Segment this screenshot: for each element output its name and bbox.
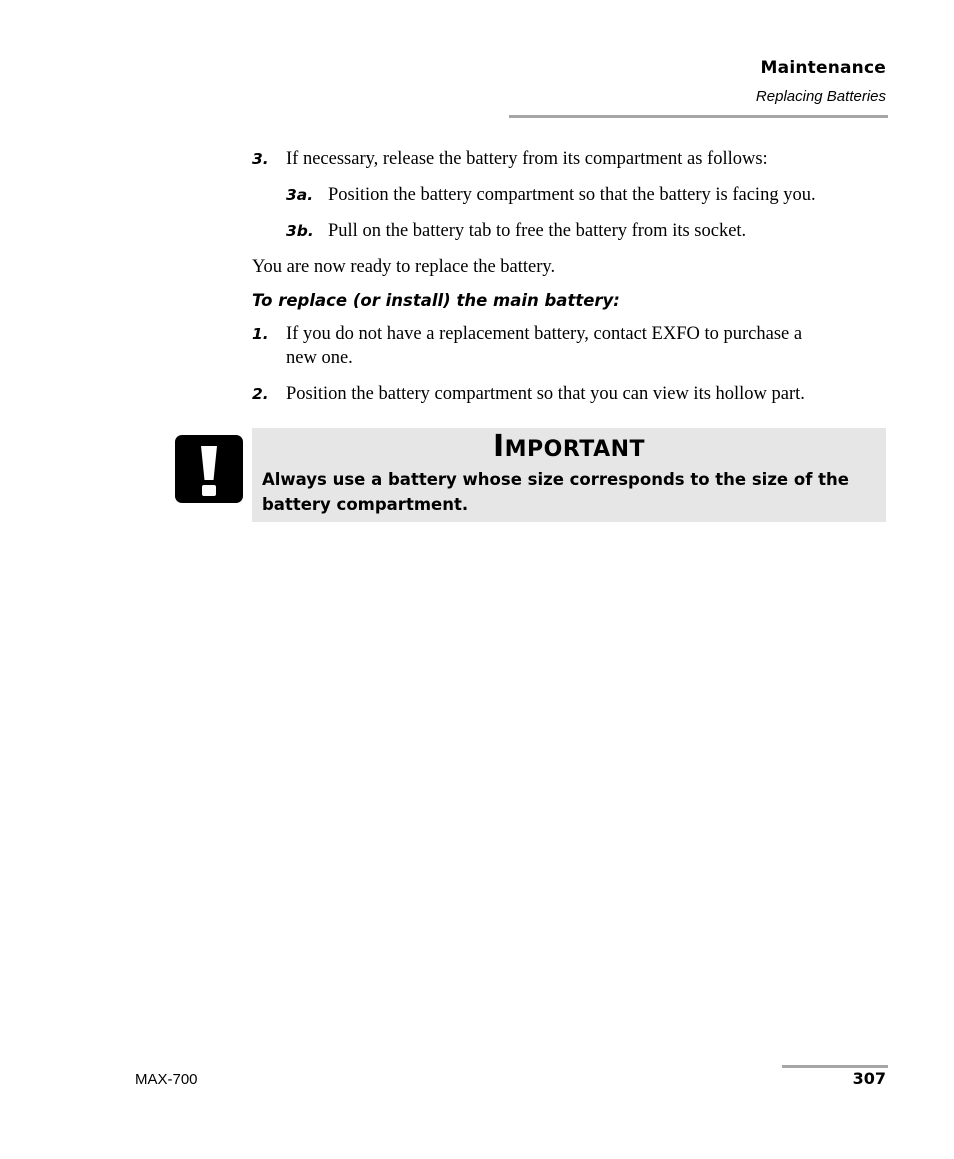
step-text-2: Position the battery compartment so that you can view its hollow part. xyxy=(286,384,805,404)
important-heading-rest: MPORTANT xyxy=(504,437,646,462)
header-rule xyxy=(509,115,888,118)
exclamation-icon xyxy=(175,435,243,503)
chapter-title: Maintenance xyxy=(760,58,886,78)
step-number-3: 3. xyxy=(252,150,269,168)
section-title: Replacing Batteries xyxy=(755,88,886,105)
important-heading xyxy=(252,430,886,467)
footer-rule xyxy=(782,1065,888,1068)
step-text-1-line2: new one. xyxy=(286,348,353,368)
ready-paragraph: You are now ready to replace the battery. xyxy=(252,257,556,277)
page-number: 307 xyxy=(852,1069,886,1088)
important-line-2: battery compartment. xyxy=(262,495,469,514)
step-number-1: 1. xyxy=(252,325,269,343)
step-text-3: If necessary, release the battery from its compartment as follows: xyxy=(286,149,768,169)
procedure-title: To replace (or install) the main battery: xyxy=(252,291,620,310)
important-line-1: Always use a battery whose size corresponds to the size of the xyxy=(262,470,849,489)
step-number-2: 2. xyxy=(252,385,269,403)
step-text-1-line1: If you do not have a replacement battery, contact EXFO to purchase a xyxy=(286,324,803,344)
step-text-3a: Position the battery compartment so that the battery is facing you. xyxy=(328,185,816,205)
step-number-3a: 3a. xyxy=(286,186,314,204)
footer-product: MAX-700 xyxy=(135,1071,198,1088)
important-message xyxy=(262,467,872,517)
important-box xyxy=(252,428,886,522)
step-number-3b: 3b. xyxy=(286,222,314,240)
step-text-3b: Pull on the battery tab to free the battery from its socket. xyxy=(328,221,747,241)
important-heading-cap: I xyxy=(492,429,505,464)
